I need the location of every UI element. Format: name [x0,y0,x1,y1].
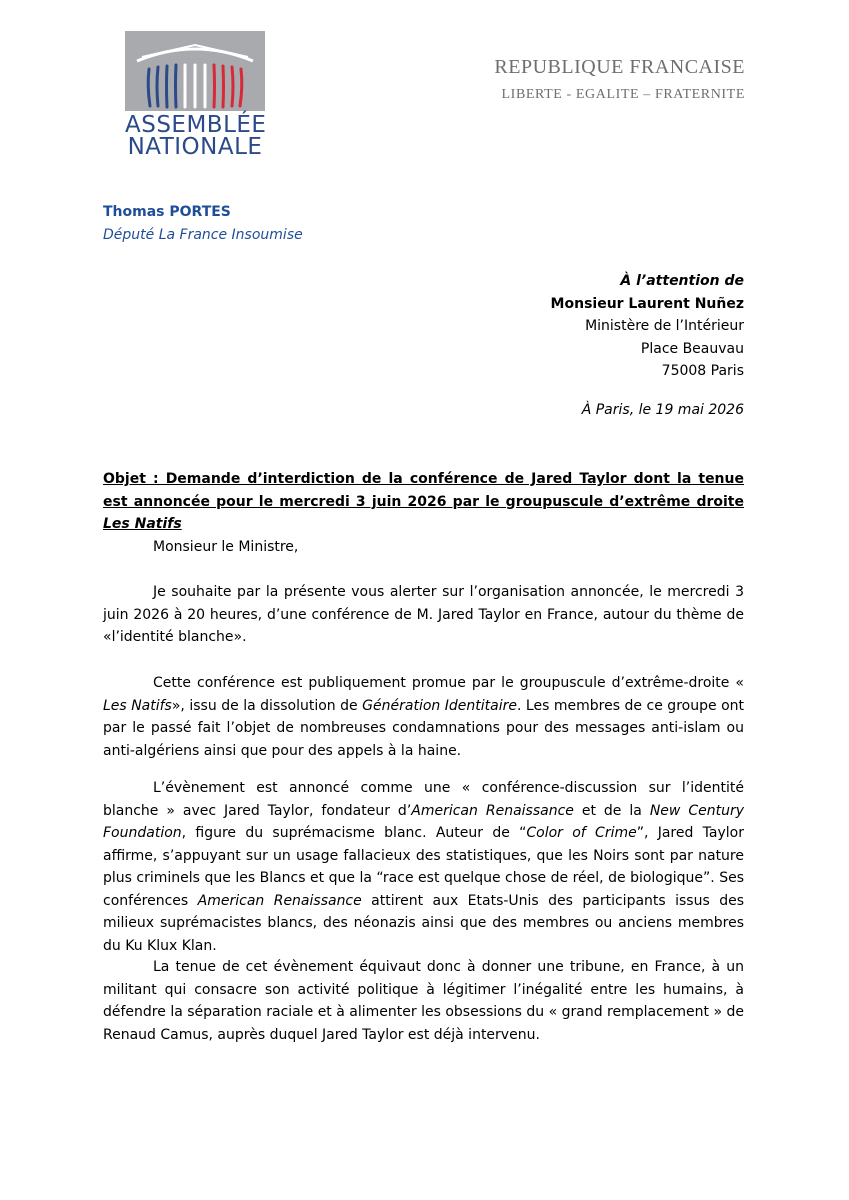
republic-title: REPUBLIQUE FRANCAISE [494,56,745,78]
p3-g: ”, Jared Taylor affirme, s’appuyant sur un usage fallacieux des statistiques, que les Noirs sont par nature plus criminels que les Blancs et que la “race est quelque chose de réel, de biologique”. Ses conférences [103,825,744,909]
p3-f: Color of Crime [526,825,637,841]
subject-line [103,468,744,536]
sender-role: Député La France Insoumise [103,227,303,243]
p2-c: », issu de la dissolution de [171,697,363,714]
p3-h: American Renaissance [197,892,362,909]
recipient-name: Monsieur Laurent Nuñez [550,295,744,312]
p2-b: Les Natifs [103,697,172,714]
p3-d: New Century Foundation [103,802,744,841]
logo-emblem [125,31,265,111]
p2-d: Génération Identitaire [362,697,517,714]
paragraph-1: Je souhaite par la présente vous alerter sur l’organisation annoncée, le mercredi 3 juin 2026 à 20 heures, d’une conférence de M. Jared Taylor en France, autour du thème de «l’identité blanche». [103,584,744,645]
subject-text: Objet : Demande d’interdiction de la conférence de Jared Taylor dont la tenue est annoncée pour le mercredi 3 juin 2026 par le groupuscule d’extrême droite [103,471,744,510]
logo-line-2: NATIONALE [127,134,263,160]
p3-i: attirent aux Etats-Unis des participants issus des milieux suprémacistes blancs, des néonazis ainsi que des membres ou anciens membres du Ku Klux Klan. [103,892,744,954]
paragraph-3 [103,777,744,957]
recipient-address [551,270,744,383]
paragraph-2 [103,672,744,762]
recipient-ministry: Ministère de l’Intérieur [585,318,744,334]
attention-line: À l’attention de [620,273,744,289]
hemicycle-icon [125,31,265,111]
subject-italic: Les Natifs [103,516,182,532]
recipient-city: 75008 Paris [661,363,744,379]
p3-e: , figure du suprémacisme blanc. Auteur de “ [181,825,527,841]
p3-c: et de la [573,802,650,819]
letter-date: À Paris, le 19 mai 2026 [581,402,744,418]
assemblee-nationale-logo [125,31,265,158]
logo-line-1: ASSEMBLÉE [125,112,267,138]
p3-b: American Renaissance [411,802,574,819]
sender-name: Thomas PORTES [103,204,231,220]
republic-motto: LIBERTE - EGALITE – FRATERNITE [501,87,745,102]
p2-a: Cette conférence est publiquement promue par le groupuscule d’extrême-droite « [153,675,744,691]
p2-e: . Les membres de ce groupe ont par le passé fait l’objet de nombreuses condamnations pour des messages anti-islam ou anti-algériens ainsi que pour des appels à la haine. [103,697,745,759]
salutation: Monsieur le Ministre, [153,539,299,555]
p3-a: L’évènement est annoncé comme une « conférence-discussion sur l’identité blanche » avec Jared Taylor, fondateur d’ [103,780,744,819]
paragraph-4: La tenue de cet évènement équivaut donc à donner une tribune, en France, à un militant qui consacre son activité politique à légitimer l’inégalité entre les humains, à défendre la séparation raciale et à alimenter les obsessions du « grand remplacement » de Renaud Camus, auprès duquel Jared Taylor est déjà intervenu. [103,959,744,1043]
recipient-street: Place Beauvau [640,340,744,357]
